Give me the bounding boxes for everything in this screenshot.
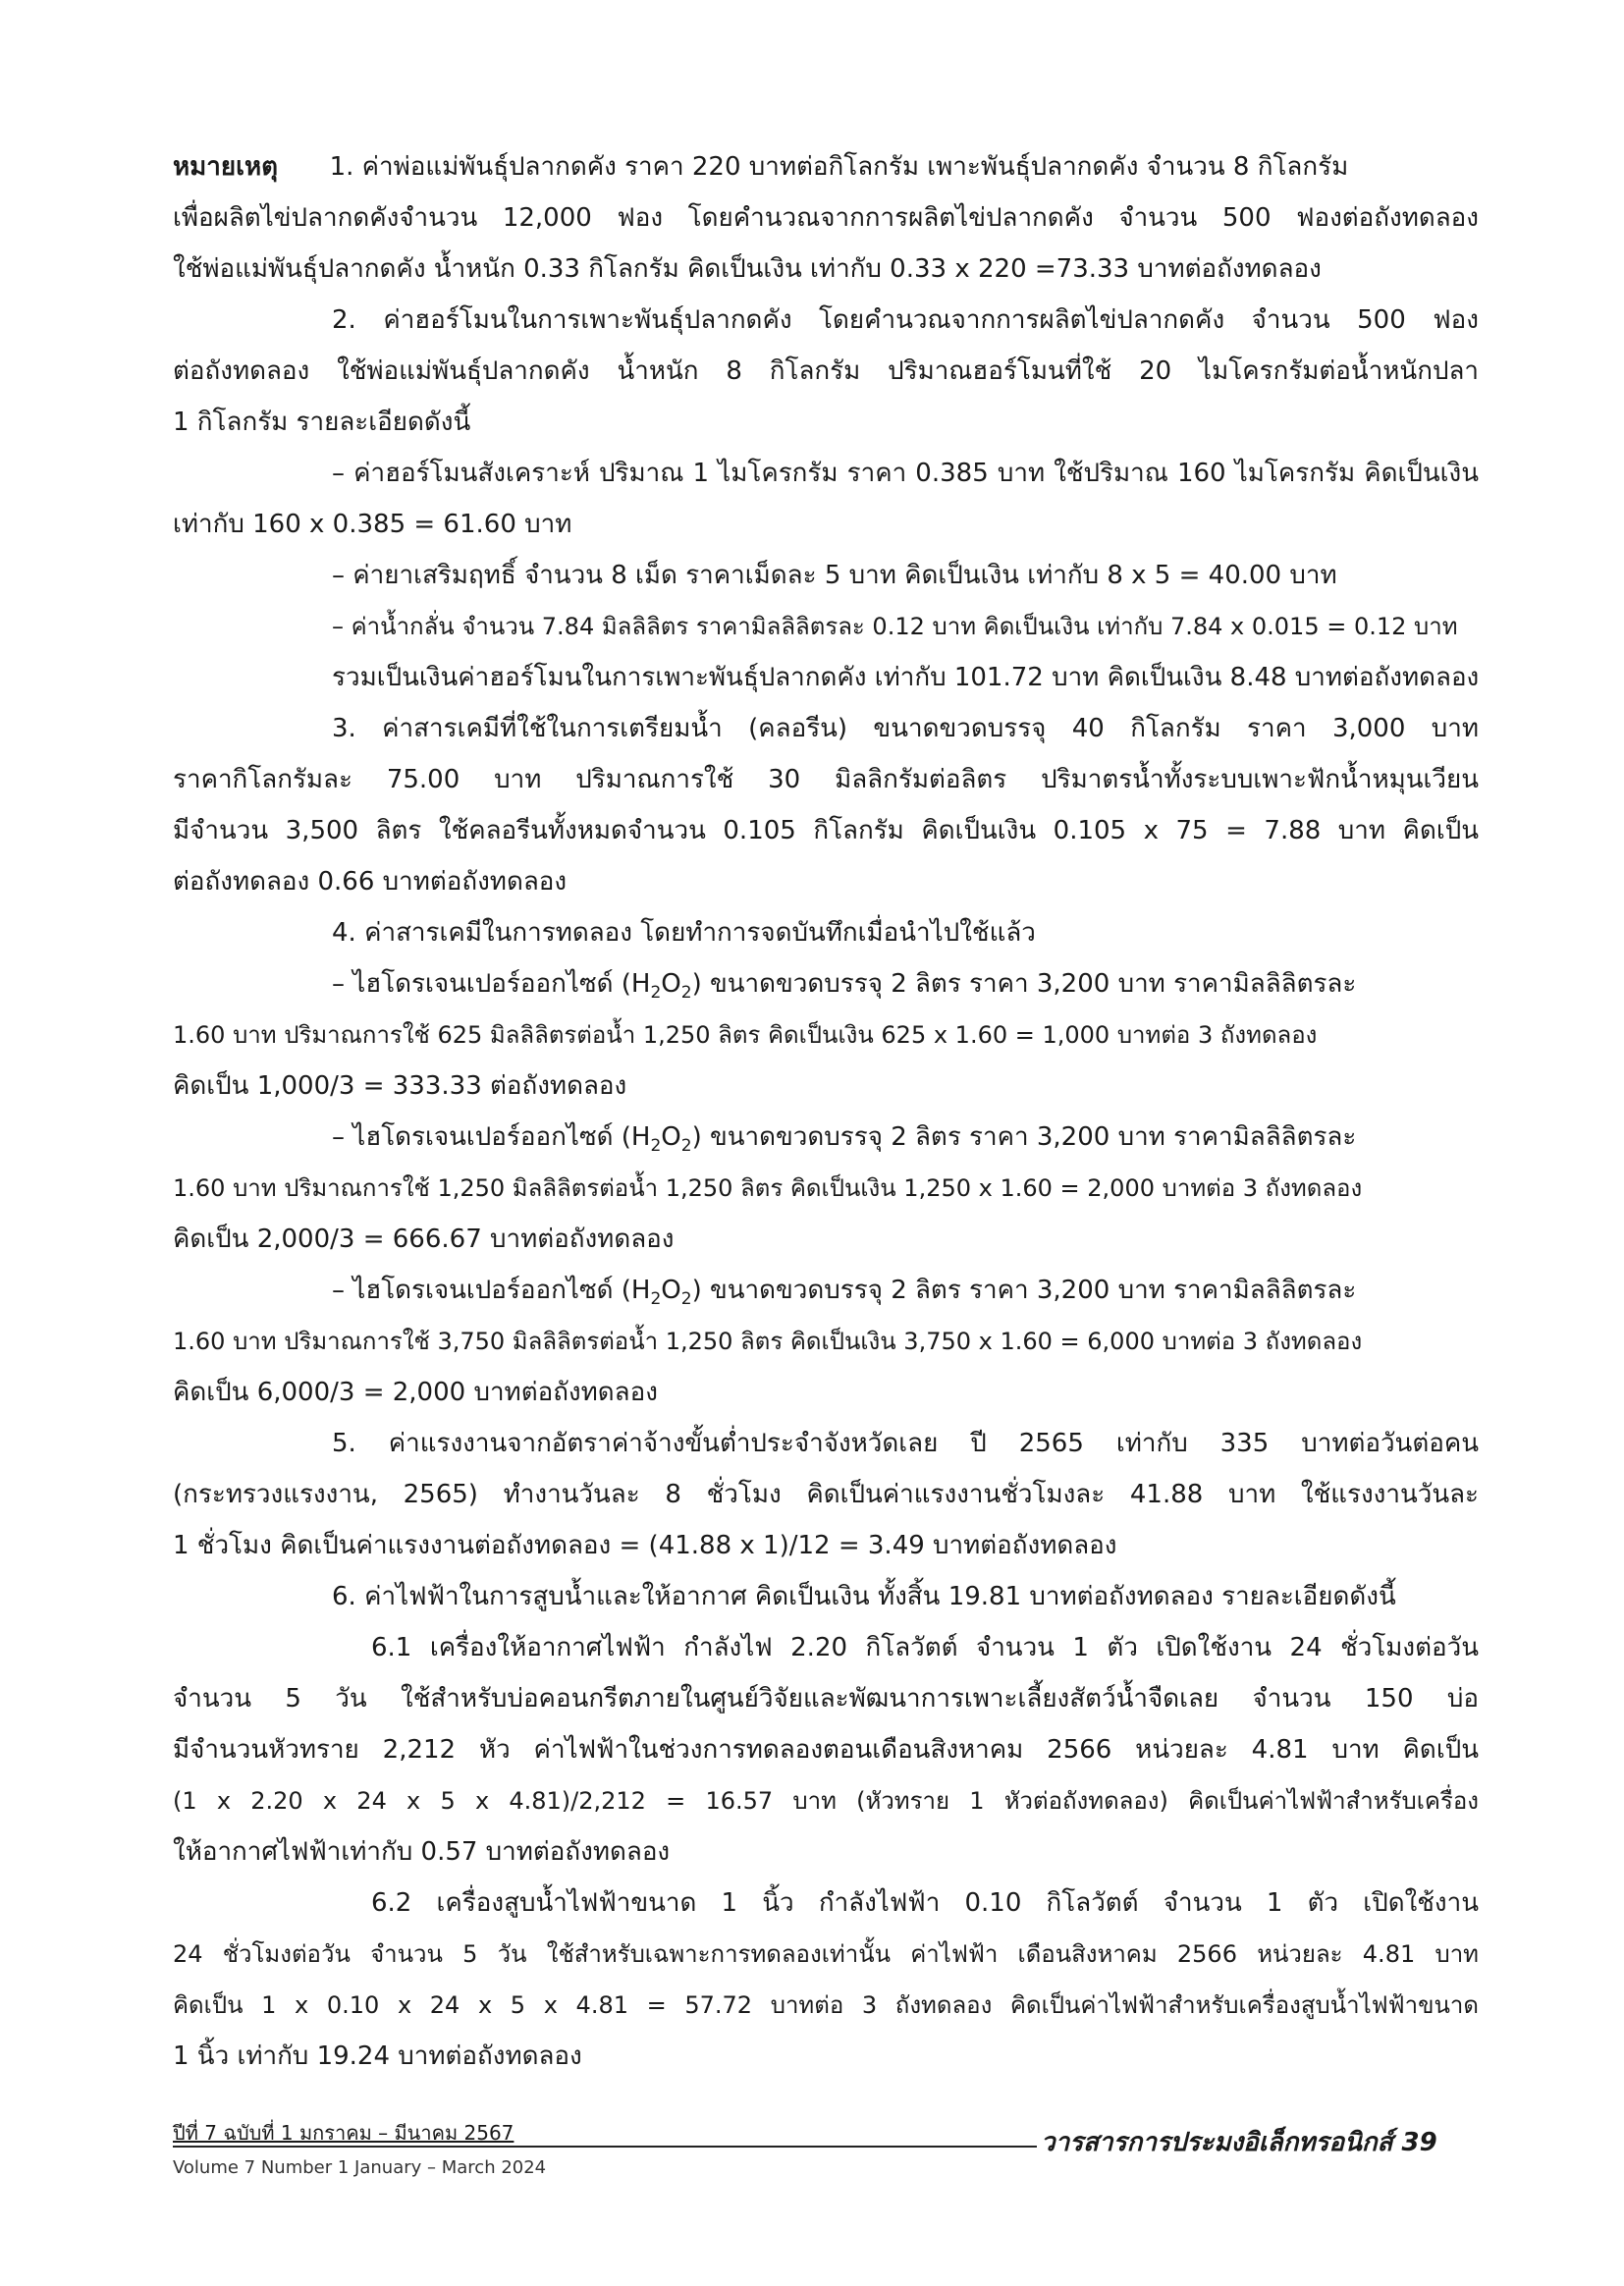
note-line: รวมเป็นเงินค่าฮอร์โมนในการเพาะพันธุ์ปลากดคัง เท่ากับ 101.72 บาท คิดเป็นเงิน 8.48 บาทต่อถังทดลอง — [332, 663, 1480, 692]
h2o2-subscript: 2 — [680, 983, 692, 1004]
note-line: (1 x 2.20 x 24 x 5 x 4.81)/2,212 = 16.57 บาท (หัวทราย 1 หัวต่อถังทดลอง) คิดเป็นค่าไฟฟ้าสำหรับเครื่อง — [173, 1787, 1479, 1815]
note-line: 5. ค่าแรงงานจากอัตราค่าจ้างขั้นต่ำประจำจังหวัดเลย ปี 2565 เท่ากับ 335 บาทต่อวันต่อคน — [332, 1429, 1479, 1458]
note-line: 1 นิ้ว เท่ากับ 19.24 บาทต่อถังทดลอง — [173, 2041, 582, 2071]
note-line: คิดเป็น 1 x 0.10 x 24 x 5 x 4.81 = 57.72 บาทต่อ 3 ถังทดลอง คิดเป็นค่าไฟฟ้าสำหรับเครื่องสูบน้ำไฟฟ้าขนาด — [173, 1991, 1479, 2019]
h2o2-o: O — [661, 1122, 681, 1152]
footer-issue-thai: ปีที่ 7 ฉบับที่ 1 มกราคม – มีนาคม 2567 — [173, 2121, 514, 2145]
footer-journal-title: วารสารการประมงอิเล็กทรอนิกส์ 39 — [1041, 2128, 1437, 2157]
h2o2-line — [332, 964, 1356, 1012]
note-line: 3. ค่าสารเคมีที่ใช้ในการเตรียมน้ำ (คลอรีน) ขนาดขวดบรรจุ 40 กิโลกรัม ราคา 3,000 บาท — [332, 714, 1479, 743]
h2o2-o: O — [661, 969, 681, 999]
note-line: คิดเป็น 1,000/3 = 333.33 ต่อถังทดลอง — [173, 1071, 627, 1101]
h2o2-line — [332, 1117, 1356, 1166]
note-line: (กระทรวงแรงงาน, 2565) ทำงานวันละ 8 ชั่วโมง คิดเป็นค่าแรงงานชั่วโมงละ 41.88 บาท ใช้แรงงานวันละ — [173, 1480, 1479, 1509]
note-line: ต่อถังทดลอง ใช้พ่อแม่พันธุ์ปลากดคัง น้ำหนัก 8 กิโลกรัม ปริมาณฮอร์โมนที่ใช้ 20 ไมโครกรัมต่อน้ำหนักปลา — [173, 356, 1479, 386]
note-heading: หมายเหตุ — [173, 152, 279, 182]
note-line — [173, 147, 1479, 187]
note-line: 6.2 เครื่องสูบน้ำไฟฟ้าขนาด 1 นิ้ว กำลังไฟฟ้า 0.10 กิโลวัตต์ จำนวน 1 ตัว เปิดใช้งาน — [371, 1888, 1479, 1918]
h2o2-suffix: ) ขนาดขวดบรรจุ 2 ลิตร ราคา 3,200 บาท ราคามิลลิลิตรละ — [691, 1276, 1357, 1305]
h2o2-prefix: – ไฮโดรเจนเปอร์ออกไซด์ (H — [332, 1122, 651, 1152]
note-line: 2. ค่าฮอร์โมนในการเพาะพันธุ์ปลากดคัง โดยคำนวณจากการผลิตไข่ปลากดคัง จำนวน 500 ฟอง — [332, 305, 1479, 335]
h2o2-subscript: 2 — [650, 983, 662, 1004]
note-line: – ค่าน้ำกลั่น จำนวน 7.84 มิลลิลิตร ราคามิลลิลิตรละ 0.12 บาท คิดเป็นเงิน เท่ากับ 7.84 x 0.015 = 0.12 บาท — [332, 613, 1458, 640]
note-line: มีจำนวน 3,500 ลิตร ใช้คลอรีนทั้งหมดจำนวน 0.105 กิโลกรัม คิดเป็นเงิน 0.105 x 75 = 7.88 บาท คิดเป็น — [173, 816, 1479, 845]
h2o2-subscript: 2 — [650, 1289, 662, 1310]
note-line: – ค่ายาเสริมฤทธิ์ จำนวน 8 เม็ด ราคาเม็ดละ 5 บาท คิดเป็นเงิน เท่ากับ 8 x 5 = 40.00 บาท — [332, 561, 1337, 590]
h2o2-subscript: 2 — [680, 1136, 692, 1157]
note-line: 24 ชั่วโมงต่อวัน จำนวน 5 วัน ใช้สำหรับเฉพาะการทดลองเท่านั้น ค่าไฟฟ้า เดือนสิงหาคม 2566 หน่วยละ 4.81 บาท — [173, 1940, 1479, 1968]
note-line: เพื่อผลิตไข่ปลากดคังจำนวน 12,000 ฟอง โดยคำนวณจากการผลิตไข่ปลากดคัง จำนวน 500 ฟองต่อถังทดลอง — [173, 203, 1479, 233]
h2o2-prefix: – ไฮโดรเจนเปอร์ออกไซด์ (H — [332, 1276, 651, 1305]
h2o2-suffix: ) ขนาดขวดบรรจุ 2 ลิตร ราคา 3,200 บาท ราคามิลลิลิตรละ — [691, 1122, 1357, 1152]
note-line: จำนวน 5 วัน ใช้สำหรับบ่อคอนกรีตภายในศูนย์วิจัยและพัฒนาการเพาะเลี้ยงสัตว์น้ำจืดเลย จำนวน 150 บ่อ — [173, 1684, 1479, 1714]
note-line: เท่ากับ 160 x 0.385 = 61.60 บาท — [173, 510, 572, 539]
note-line: 1.60 บาท ปริมาณการใช้ 1,250 มิลลิลิตรต่อน้ำ 1,250 ลิตร คิดเป็นเงิน 1,250 x 1.60 = 2,000 บาทต่อ 3 ถังทดลอง — [173, 1174, 1363, 1202]
note-line: 1 กิโลกรัม รายละเอียดดังนี้ — [173, 408, 471, 437]
note-line: ราคากิโลกรัมละ 75.00 บาท ปริมาณการใช้ 30 มิลลิกรัมต่อลิตร ปริมาตรน้ำทั้งระบบเพาะฟักน้ำหมุนเวียน — [173, 765, 1479, 794]
note-text: 1. ค่าพ่อแม่พันธุ์ปลากดคัง ราคา 220 บาทต่อกิโลกรัม เพาะพันธุ์ปลากดคัง จำนวน 8 กิโลกรัม — [329, 152, 1349, 182]
note-line: คิดเป็น 2,000/3 = 666.67 บาทต่อถังทดลอง — [173, 1225, 675, 1254]
h2o2-subscript: 2 — [680, 1289, 692, 1310]
note-line: 1.60 บาท ปริมาณการใช้ 3,750 มิลลิลิตรต่อน้ำ 1,250 ลิตร คิดเป็นเงิน 3,750 x 1.60 = 6,000 บาทต่อ 3 ถังทดลอง — [173, 1328, 1363, 1355]
note-line: 1.60 บาท ปริมาณการใช้ 625 มิลลิลิตรต่อน้ำ 1,250 ลิตร คิดเป็นเงิน 625 x 1.60 = 1,000 บาทต่อ 3 ถังทดลอง — [173, 1021, 1318, 1049]
note-line: 6.1 เครื่องให้อากาศไฟฟ้า กำลังไฟ 2.20 กิโลวัตต์ จำนวน 1 ตัว เปิดใช้งาน 24 ชั่วโมงต่อวัน — [371, 1633, 1479, 1662]
h2o2-suffix: ) ขนาดขวดบรรจุ 2 ลิตร ราคา 3,200 บาท ราคามิลลิลิตรละ — [691, 969, 1357, 999]
note-line: – ค่าฮอร์โมนสังเคราะห์ ปริมาณ 1 ไมโครกรัม ราคา 0.385 บาท ใช้ปริมาณ 160 ไมโครกรัม คิดเป็นเงิน — [332, 459, 1479, 488]
note-line: ต่อถังทดลอง 0.66 บาทต่อถังทดลอง — [173, 867, 568, 897]
h2o2-subscript: 2 — [650, 1136, 662, 1157]
note-line: 4. ค่าสารเคมีในการทดลอง โดยทำการจดบันทึกเมื่อนำไปใช้แล้ว — [332, 918, 1036, 948]
note-line: 1 ชั่วโมง คิดเป็นค่าแรงงานต่อถังทดลอง = (41.88 x 1)/12 = 3.49 บาทต่อถังทดลอง — [173, 1531, 1117, 1560]
footer-issue-english: Volume 7 Number 1 January – March 2024 — [173, 2157, 547, 2178]
h2o2-o: O — [661, 1276, 681, 1305]
footer-rule — [173, 2146, 1037, 2148]
h2o2-prefix: – ไฮโดรเจนเปอร์ออกไซด์ (H — [332, 969, 651, 999]
note-line: ให้อากาศไฟฟ้าเท่ากับ 0.57 บาทต่อถังทดลอง — [173, 1837, 671, 1867]
note-line: 6. ค่าไฟฟ้าในการสูบน้ำและให้อากาศ คิดเป็นเงิน ทั้งสิ้น 19.81 บาทต่อถังทดลอง รายละเอียดดังนี้ — [332, 1582, 1396, 1611]
note-line: มีจำนวนหัวทราย 2,212 หัว ค่าไฟฟ้าในช่วงการทดลองตอนเดือนสิงหาคม 2566 หน่วยละ 4.81 บาท คิดเป็น — [173, 1735, 1479, 1765]
h2o2-line — [332, 1271, 1356, 1319]
note-line: ใช้พ่อแม่พันธุ์ปลากดคัง น้ำหนัก 0.33 กิโลกรัม คิดเป็นเงิน เท่ากับ 0.33 x 220 =73.33 บาทต่อถังทดลอง — [173, 254, 1322, 284]
note-line: คิดเป็น 6,000/3 = 2,000 บาทต่อถังทดลอง — [173, 1378, 658, 1407]
